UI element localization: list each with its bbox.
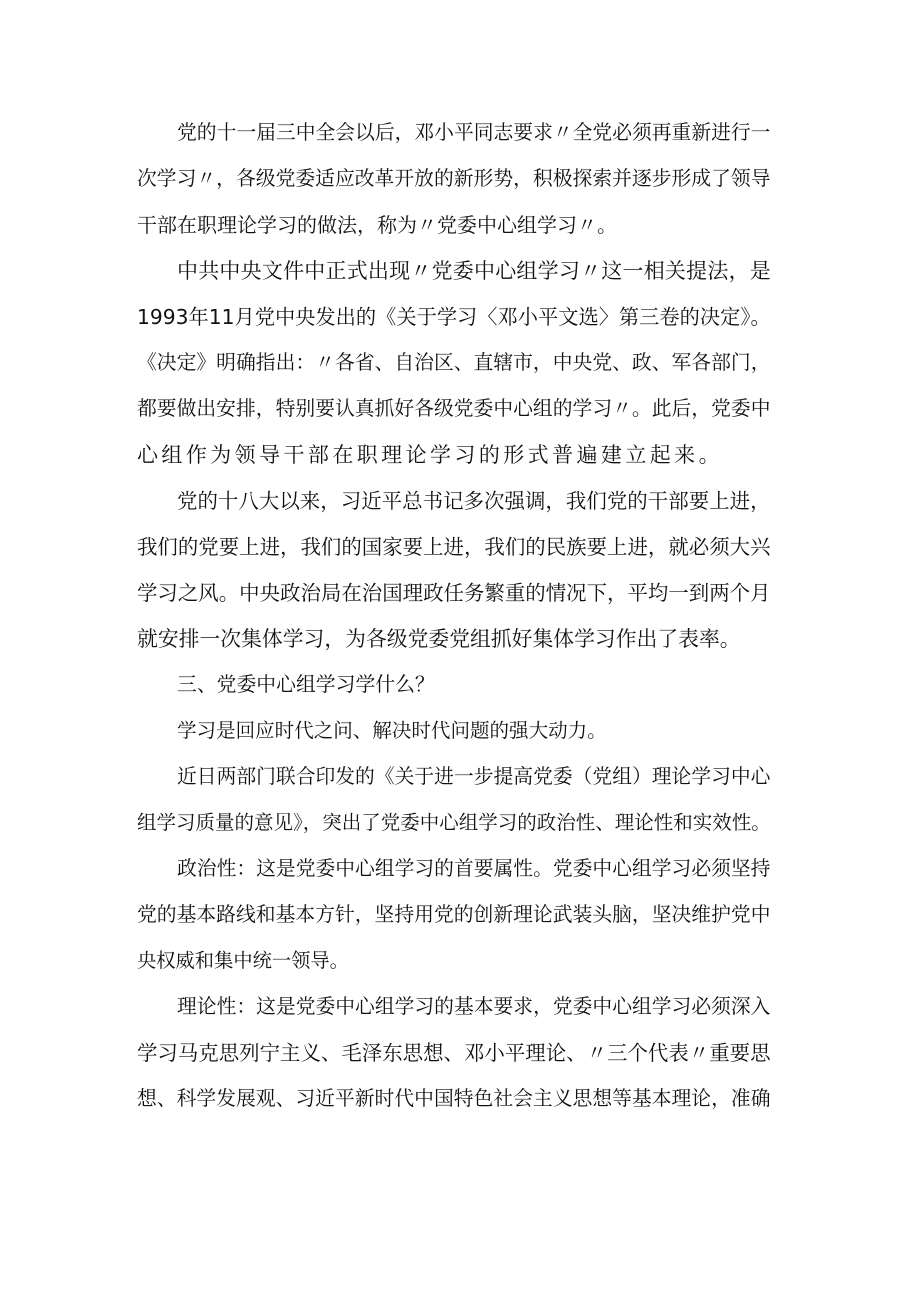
- text-line-9: 党的十八大以来，习近平总书记多次强调，我们党的干部要上进，: [177, 489, 771, 513]
- text-line-17: 政治性：这是党委中心组学习的首要属性。党委中心组学习必须坚持: [177, 857, 771, 880]
- text-line-15: 近日两部门联合印发的《关于进一步提高党委（党组）理论学习中心: [177, 765, 771, 788]
- text-line-11: 学习之风。中央政治局在治国理政任务繁重的情况下，平均一到两个月: [137, 581, 771, 605]
- text-line-4: 中共中央文件中正式出现〃党委中心组学习〃这一相关提法，是: [177, 259, 771, 283]
- text-line-18: 党的基本路线和基本方针，坚持用党的创新理论武装头脑，坚决维护党中: [137, 903, 771, 926]
- text-line-7: 都要做出安排，特别要认真抓好各级党委中心组的学习〃。此后，党委中: [137, 397, 771, 420]
- text-line-1: 党的十一届三中全会以后，邓小平同志要求〃全党必须再重新进行一: [177, 121, 771, 144]
- text-line-2: 次学习〃，各级党委适应改革开放的新形势，积极探索并逐步形成了领导: [137, 167, 771, 190]
- text-line-22: 想、科学发展观、习近平新时代中国特色社会主义思想等基本理论，准确: [137, 1087, 771, 1110]
- text-line-14: 学习是回应时代之问、解决时代问题的强大动力。: [177, 719, 607, 742]
- text-line-8: 心组作为领导干部在职理论学习的形式普遍建立起来。: [137, 443, 723, 467]
- text-line-19: 央权威和集中统一领导。: [137, 949, 349, 972]
- text-line-20: 理论性：这是党委中心组学习的基本要求，党委中心组学习必须深入: [177, 995, 771, 1018]
- text-line-12: 就安排一次集体学习，为各级党委党组抓好集体学习作出了表率。: [137, 627, 741, 651]
- text-line-3: 干部在职理论学习的做法，称为〃党委中心组学习〃。: [137, 213, 617, 237]
- text-line-6: 《决定》明确指出：〃各省、自治区、直辖市，中央党、政、军各部门，: [137, 351, 771, 374]
- text-line-16: 组学习质量的意见》，突出了党委中心组学习的政治性、理论性和实效性。: [137, 811, 771, 834]
- text-line-10: 我们的党要上进，我们的国家要上进，我们的民族要上进，就必须大兴: [137, 535, 771, 559]
- text-line-21: 学习马克思列宁主义、毛泽东思想、邓小平理论、〃三个代表〃重要思: [137, 1041, 771, 1065]
- text-line-5: 1993年11月党中央发出的《关于学习〈邓小平文选〉第三卷的决定》。: [137, 305, 771, 329]
- section-heading: 三、党委中心组学习学什么？: [177, 673, 435, 696]
